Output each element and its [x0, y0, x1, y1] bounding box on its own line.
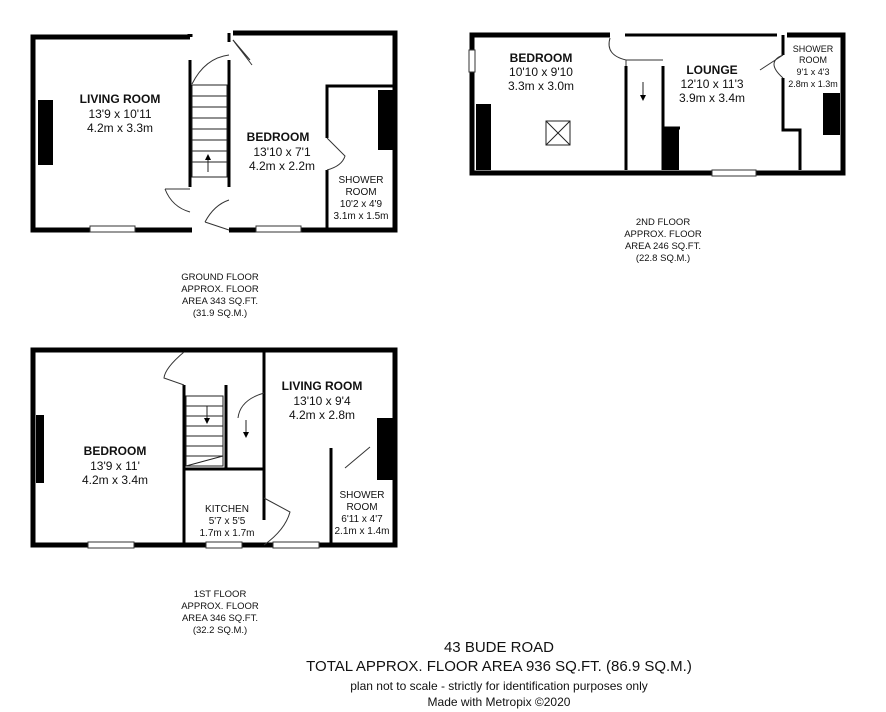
total-floor-area: TOTAL APPROX. FLOOR AREA 936 SQ.FT. (86.9 SQ.M.) — [306, 658, 692, 675]
room-size-metric: 4.2m x 2.8m — [288, 408, 356, 422]
floor-caption: (22.8 SQ.M.) — [635, 253, 691, 264]
room-size-imperial: 10'10 x 9'10 — [509, 65, 573, 79]
floor-caption: AREA 346 SQ.FT. — [181, 613, 259, 624]
first-shower-door — [345, 447, 370, 468]
room-size-metric: 2.1m x 1.4m — [334, 526, 390, 537]
room-name: LIVING ROOM — [79, 92, 161, 106]
chimney-breast — [38, 100, 53, 165]
room-size-metric: 3.9m x 3.4m — [678, 91, 746, 105]
room-name: BEDROOM — [509, 51, 573, 65]
room-size-metric: 4.2m x 3.4m — [81, 473, 149, 487]
window — [256, 226, 301, 232]
shower-wall — [783, 35, 800, 170]
room-size-imperial: 13'10 x 9'4 — [293, 394, 351, 408]
room-name: ROOM — [799, 55, 827, 65]
second-floor-plan — [469, 35, 843, 264]
first-door-arc-1 — [164, 352, 184, 385]
ground-floor-plan — [33, 33, 395, 319]
room-name: ROOM — [346, 502, 378, 513]
chimney-breast — [377, 418, 393, 480]
room-size-imperial: 9'1 x 4'3 — [796, 67, 830, 77]
second-door-arc — [609, 38, 626, 66]
room-size-metric: 3.3m x 3.0m — [507, 79, 575, 93]
floor-caption: AREA 343 SQ.FT. — [181, 296, 259, 307]
room-size-imperial: 13'9 x 10'11 — [88, 107, 152, 121]
ground-stairs — [192, 85, 227, 177]
skylight-icon — [546, 121, 570, 145]
room-name: KITCHEN — [205, 504, 249, 515]
room-name: BEDROOM — [83, 444, 147, 458]
room-name: SHOWER — [339, 490, 385, 501]
chimney-breast — [663, 128, 679, 170]
chimney-breast — [36, 415, 44, 483]
ground-shower-door — [327, 138, 345, 170]
window — [712, 170, 756, 176]
footer — [306, 639, 692, 709]
floor-caption: 1ST FLOOR — [193, 589, 247, 600]
room-name: SHOWER — [792, 44, 834, 54]
window — [206, 542, 242, 548]
window — [469, 50, 475, 72]
room-size-imperial: 6'11 x 4'7 — [341, 514, 383, 525]
room-size-metric: 4.2m x 3.3m — [86, 121, 154, 135]
room-name: SHOWER — [338, 175, 384, 186]
credit: Made with Metropix ©2020 — [427, 695, 571, 709]
window — [88, 542, 134, 548]
first-stairs — [186, 396, 249, 466]
room-size-imperial: 13'10 x 7'1 — [253, 145, 311, 159]
first-door-arc-2 — [238, 393, 264, 418]
room-size-metric: 3.1m x 1.5m — [333, 211, 389, 222]
room-name: ROOM — [345, 187, 377, 198]
floor-caption: APPROX. FLOOR — [624, 229, 702, 240]
ground-door-arc-1 — [192, 55, 229, 84]
room-size-metric: 1.7m x 1.7m — [199, 528, 255, 539]
first-door-arc-3 — [264, 498, 290, 545]
floor-caption: (31.9 SQ.M.) — [192, 308, 248, 319]
ground-door-arc-4 — [205, 200, 229, 230]
room-size-imperial: 12'10 x 11'3 — [680, 77, 744, 91]
window — [273, 542, 319, 548]
floor-caption: APPROX. FLOOR — [181, 601, 259, 612]
property-address: 43 BUDE ROAD — [443, 639, 555, 656]
room-size-metric: 2.8m x 1.3m — [788, 79, 838, 89]
floor-caption: 2ND FLOOR — [635, 217, 691, 228]
room-size-imperial: 10'2 x 4'9 — [339, 199, 383, 210]
chimney-breast — [823, 93, 840, 135]
first-floor-plan — [33, 350, 395, 636]
floor-caption: (32.2 SQ.M.) — [192, 625, 248, 636]
room-size-metric: 4.2m x 2.2m — [248, 159, 316, 173]
room-size-imperial: 13'9 x 11' — [90, 459, 140, 473]
room-name: BEDROOM — [246, 130, 310, 144]
room-name: LOUNGE — [686, 63, 738, 77]
floor-caption: GROUND FLOOR — [181, 272, 259, 283]
room-size-imperial: 5'7 x 5'5 — [208, 516, 246, 527]
chimney-breast — [378, 90, 393, 150]
window — [90, 226, 135, 232]
disclaimer: plan not to scale - strictly for identification purposes only — [350, 679, 648, 693]
ground-door-arc-3 — [165, 189, 190, 212]
floor-caption: AREA 246 SQ.FT. — [624, 241, 702, 252]
floor-caption: APPROX. FLOOR — [181, 284, 259, 295]
chimney-breast — [476, 104, 491, 170]
room-name: LIVING ROOM — [281, 379, 363, 393]
